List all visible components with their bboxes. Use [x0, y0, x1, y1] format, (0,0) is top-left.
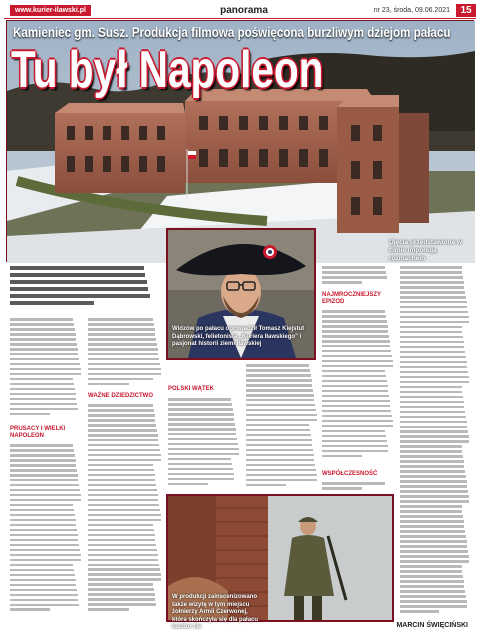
- text-line: [88, 469, 154, 472]
- text-line: [246, 414, 317, 417]
- text-line: [400, 585, 464, 588]
- text-line: [88, 434, 158, 437]
- text-line: [400, 605, 467, 608]
- page-header: [4, 4, 476, 17]
- text-line: [400, 515, 463, 518]
- text-line: [88, 353, 158, 356]
- text-line: [400, 475, 466, 478]
- text-line: [400, 416, 466, 419]
- text-line: [246, 419, 317, 422]
- text-line: [10, 454, 75, 457]
- text-line: [10, 273, 145, 277]
- text-line: [88, 504, 159, 507]
- text-line: [88, 593, 155, 596]
- text-line: [322, 455, 362, 458]
- text-line: [400, 560, 469, 563]
- text-line: [400, 376, 469, 379]
- text-line: [400, 540, 467, 543]
- text-line: [400, 336, 463, 339]
- text-line: [88, 519, 161, 522]
- soldier-photo: [166, 494, 394, 630]
- text-line: [88, 598, 155, 601]
- text-line: [322, 360, 393, 363]
- text-line: [88, 449, 160, 452]
- text-line: [10, 514, 75, 517]
- text-line: [168, 468, 233, 471]
- text-line: [168, 458, 231, 461]
- text-line: [246, 409, 316, 412]
- text-line: [88, 373, 161, 376]
- text-line: [400, 386, 462, 389]
- text-line: [88, 459, 161, 462]
- text-line: [322, 315, 386, 318]
- text-line: [322, 445, 388, 448]
- text-line: [400, 595, 466, 598]
- portrait-photo: [166, 228, 316, 360]
- text-line: [322, 420, 393, 423]
- text-line: [88, 464, 153, 467]
- text-line: [88, 383, 129, 386]
- text-line: [88, 363, 160, 366]
- text-line: [88, 358, 159, 361]
- body-column-1a: [10, 318, 82, 420]
- text-line: [246, 399, 314, 402]
- text-line: [400, 600, 467, 603]
- subhead-polski: POLSKI WĄTEK: [168, 386, 214, 392]
- text-line: [10, 509, 74, 512]
- text-line: [400, 535, 466, 538]
- text-line: [88, 419, 155, 422]
- text-line: [246, 404, 315, 407]
- text-line: [322, 395, 389, 398]
- text-line: [88, 539, 155, 542]
- text-line: [88, 494, 158, 497]
- text-line: [400, 406, 464, 409]
- text-line: [88, 404, 153, 407]
- text-line: [400, 520, 464, 523]
- text-line: [246, 484, 286, 487]
- text-line: [10, 489, 80, 492]
- text-line: [246, 434, 311, 437]
- text-line: [10, 287, 148, 291]
- text-line: [322, 390, 388, 393]
- text-line: [400, 590, 465, 593]
- text-line: [88, 484, 156, 487]
- text-line: [10, 393, 76, 396]
- text-line: [400, 426, 467, 429]
- text-line: [88, 489, 157, 492]
- text-line: [10, 604, 79, 607]
- text-line: [168, 453, 239, 456]
- soldier-caption: W produkcji zainscenizowano także wizytę w tym miejscu żołnierzy Armii Czerwonej, która skończyła się dla pałacu bardzo źle: [172, 594, 259, 630]
- text-line: [246, 474, 317, 477]
- text-line: [246, 479, 317, 482]
- text-line: [10, 554, 81, 557]
- text-line: [400, 326, 462, 329]
- text-line: [400, 500, 469, 503]
- text-line: [400, 391, 462, 394]
- text-line: [400, 550, 468, 553]
- text-line: [400, 351, 465, 354]
- text-line: [88, 368, 161, 371]
- body-column-5c: [322, 482, 394, 494]
- text-line: [400, 530, 465, 533]
- text-line: [88, 409, 154, 412]
- text-line: [10, 534, 78, 537]
- hero-caption: Ujęcia przedstawione w filmie imponują rozmachem: [389, 239, 462, 262]
- text-line: [10, 544, 79, 547]
- text-line: [246, 424, 309, 427]
- text-line: [10, 266, 144, 270]
- text-line: [400, 440, 469, 443]
- text-line: [10, 363, 80, 366]
- text-line: [88, 578, 161, 581]
- text-line: [88, 544, 156, 547]
- text-line: [400, 271, 462, 274]
- text-line: [322, 330, 388, 333]
- text-line: [10, 323, 74, 326]
- text-line: [400, 346, 464, 349]
- text-line: [10, 564, 73, 567]
- text-line: [322, 310, 385, 313]
- text-line: [10, 608, 50, 611]
- text-line: [10, 358, 79, 361]
- text-line: [400, 381, 469, 384]
- text-line: [10, 444, 73, 447]
- subhead-dziedzictwo: WAŻNE DZIEDZICTWO: [88, 393, 153, 399]
- text-line: [10, 559, 81, 562]
- text-line: [10, 479, 78, 482]
- text-line: [10, 383, 74, 386]
- text-line: [10, 569, 74, 572]
- text-line: [168, 413, 234, 416]
- text-line: [400, 311, 468, 314]
- text-line: [88, 333, 155, 336]
- text-line: [168, 438, 237, 441]
- text-line: [10, 294, 150, 298]
- text-line: [168, 478, 234, 481]
- text-line: [246, 429, 310, 432]
- text-line: [400, 525, 464, 528]
- body-column-1b: [10, 444, 82, 616]
- text-line: [322, 340, 390, 343]
- text-line: [400, 276, 463, 279]
- text-line: [10, 403, 77, 406]
- text-line: [10, 333, 76, 336]
- text-line: [400, 296, 466, 299]
- text-line: [400, 570, 462, 573]
- text-line: [400, 470, 465, 473]
- text-line: [88, 509, 160, 512]
- text-line: [168, 473, 234, 476]
- text-line: [322, 385, 388, 388]
- article-headline: Tu był Napoleon: [11, 41, 324, 99]
- subhead-wspolczesnosc: WSPÓŁCZESNOŚĆ: [322, 471, 378, 477]
- text-line: [322, 410, 391, 413]
- page-number: 15: [456, 4, 476, 17]
- text-line: [400, 401, 464, 404]
- text-line: [246, 444, 312, 447]
- text-line: [322, 345, 390, 348]
- text-line: [10, 524, 76, 527]
- text-line: [400, 371, 468, 374]
- text-line: [400, 555, 469, 558]
- text-line: [10, 280, 147, 284]
- text-line: [322, 335, 389, 338]
- subhead-epizod: NAJMROCZNIEJSZY EPIZOD: [322, 292, 381, 305]
- text-line: [10, 469, 77, 472]
- text-line: [400, 331, 462, 334]
- text-line: [168, 463, 232, 466]
- text-line: [246, 469, 316, 472]
- text-line: [168, 483, 208, 486]
- text-line: [322, 482, 385, 485]
- text-line: [400, 480, 467, 483]
- text-line: [400, 435, 469, 438]
- text-line: [10, 353, 78, 356]
- text-line: [322, 276, 387, 279]
- text-line: [322, 325, 388, 328]
- text-line: [400, 421, 467, 424]
- text-line: [322, 405, 390, 408]
- text-line: [88, 338, 156, 341]
- text-line: [246, 439, 312, 442]
- text-line: [10, 499, 81, 502]
- text-line: [400, 455, 463, 458]
- text-line: [246, 449, 313, 452]
- text-line: [322, 266, 385, 269]
- text-line: [400, 430, 468, 433]
- text-line: [246, 454, 314, 457]
- text-line: [168, 428, 236, 431]
- text-line: [10, 599, 78, 602]
- text-line: [400, 485, 467, 488]
- text-line: [10, 459, 76, 462]
- text-line: [400, 361, 467, 364]
- text-line: [322, 355, 392, 358]
- text-line: [10, 378, 73, 381]
- text-line: [400, 366, 467, 369]
- text-line: [400, 291, 465, 294]
- author-byline: MARCIN ŚWIĘCIŃSKI: [396, 622, 468, 629]
- text-line: [322, 281, 362, 284]
- portrait-caption: Widzów po pałacu oprowadził Tomasz Kiejstut Dąbrowski, felietonista „Kuriera Iławskiego” i pasjonat historii ziemi iławskiej: [172, 326, 305, 347]
- text-line: [88, 588, 154, 591]
- text-line: [10, 589, 77, 592]
- text-line: [10, 301, 94, 305]
- text-line: [400, 465, 464, 468]
- site-url: www.kurier-ilawski.pl: [10, 5, 91, 16]
- body-column-2b: [88, 404, 162, 616]
- body-column-3: [168, 398, 240, 490]
- text-line: [400, 505, 462, 508]
- text-line: [10, 338, 76, 341]
- text-line: [400, 580, 464, 583]
- text-line: [10, 343, 77, 346]
- text-line: [168, 403, 232, 406]
- text-line: [168, 398, 231, 401]
- text-line: [168, 418, 234, 421]
- text-line: [168, 423, 235, 426]
- text-line: [322, 430, 385, 433]
- text-line: [400, 266, 462, 269]
- text-line: [246, 464, 315, 467]
- text-line: [322, 271, 386, 274]
- text-line: [88, 429, 157, 432]
- text-line: [88, 603, 156, 606]
- text-line: [88, 318, 153, 321]
- text-line: [88, 414, 155, 417]
- text-line: [10, 529, 77, 532]
- text-line: [10, 373, 81, 376]
- header-rule: [4, 18, 476, 19]
- text-line: [322, 440, 387, 443]
- issue-info: nr 23, środa, 09.06.2021: [373, 7, 450, 14]
- text-line: [322, 435, 386, 438]
- text-line: [88, 343, 157, 346]
- text-line: [400, 510, 462, 513]
- lead-paragraph: [10, 266, 162, 310]
- text-line: [322, 450, 388, 453]
- text-line: [400, 575, 463, 578]
- text-line: [322, 350, 391, 353]
- text-line: [88, 559, 158, 562]
- text-line: [400, 281, 464, 284]
- text-line: [322, 375, 386, 378]
- text-line: [10, 474, 78, 477]
- text-line: [400, 301, 467, 304]
- text-line: [400, 460, 464, 463]
- body-column-5b: [322, 310, 394, 460]
- text-line: [88, 568, 160, 571]
- body-column-6: [400, 266, 470, 616]
- text-line: [88, 583, 153, 586]
- text-line: [88, 608, 129, 611]
- text-line: [88, 454, 161, 457]
- body-column-5a: [322, 266, 394, 288]
- text-line: [88, 439, 158, 442]
- text-line: [246, 379, 312, 382]
- text-line: [168, 448, 239, 451]
- text-line: [88, 573, 161, 576]
- text-line: [400, 565, 462, 568]
- hero-photo: [6, 20, 474, 262]
- text-line: [88, 534, 155, 537]
- section-name: panorama: [220, 5, 268, 16]
- text-line: [10, 398, 76, 401]
- text-line: [168, 433, 236, 436]
- text-line: [88, 549, 157, 552]
- text-line: [88, 514, 161, 517]
- text-line: [10, 594, 78, 597]
- text-line: [246, 389, 313, 392]
- text-line: [88, 348, 158, 351]
- text-line: [10, 413, 50, 416]
- text-line: [88, 529, 154, 532]
- text-line: [10, 584, 76, 587]
- text-line: [246, 459, 314, 462]
- text-line: [10, 504, 73, 507]
- text-line: [88, 444, 159, 447]
- text-line: [88, 424, 156, 427]
- text-line: [10, 539, 78, 542]
- text-line: [400, 396, 463, 399]
- text-line: [246, 364, 309, 367]
- text-line: [10, 549, 80, 552]
- text-line: [322, 380, 387, 383]
- text-line: [10, 348, 78, 351]
- text-line: [168, 408, 233, 411]
- text-line: [88, 554, 158, 557]
- text-line: [322, 487, 362, 490]
- text-line: [88, 479, 155, 482]
- text-line: [10, 328, 75, 331]
- text-line: [10, 519, 76, 522]
- text-line: [400, 321, 469, 324]
- text-line: [322, 425, 393, 428]
- text-line: [400, 490, 468, 493]
- body-column-2a: [88, 318, 162, 388]
- text-line: [10, 574, 75, 577]
- text-line: [246, 369, 310, 372]
- text-line: [10, 449, 74, 452]
- text-line: [88, 328, 155, 331]
- text-line: [322, 415, 392, 418]
- body-column-4a: [246, 364, 318, 490]
- text-line: [246, 384, 312, 387]
- text-line: [10, 494, 81, 497]
- text-line: [88, 499, 158, 502]
- text-line: [10, 318, 73, 321]
- text-line: [400, 316, 469, 319]
- text-line: [400, 411, 465, 414]
- text-line: [322, 320, 387, 323]
- text-line: [400, 445, 462, 448]
- text-line: [400, 450, 462, 453]
- text-line: [88, 378, 153, 381]
- text-line: [10, 484, 79, 487]
- text-line: [400, 545, 467, 548]
- text-line: [400, 495, 469, 498]
- text-line: [10, 368, 81, 371]
- text-line: [246, 374, 311, 377]
- text-line: [88, 564, 159, 567]
- text-line: [88, 524, 153, 527]
- text-line: [10, 579, 76, 582]
- text-line: [400, 610, 439, 613]
- text-line: [322, 400, 390, 403]
- text-line: [168, 443, 238, 446]
- text-line: [322, 365, 393, 368]
- text-line: [10, 388, 75, 391]
- text-line: [400, 341, 464, 344]
- text-line: [246, 394, 314, 397]
- subhead-prusacy: PRUSACY I WIELKI NAPOLEON: [10, 426, 66, 439]
- article-kicker: Kamieniec gm. Susz. Produkcja filmowa poświęcona burzliwym dziejom pałacu: [13, 25, 451, 40]
- text-line: [10, 408, 78, 411]
- text-line: [88, 323, 154, 326]
- text-line: [400, 356, 466, 359]
- text-line: [10, 464, 76, 467]
- text-line: [322, 370, 385, 373]
- text-line: [400, 286, 464, 289]
- text-line: [400, 306, 467, 309]
- text-line: [88, 474, 155, 477]
